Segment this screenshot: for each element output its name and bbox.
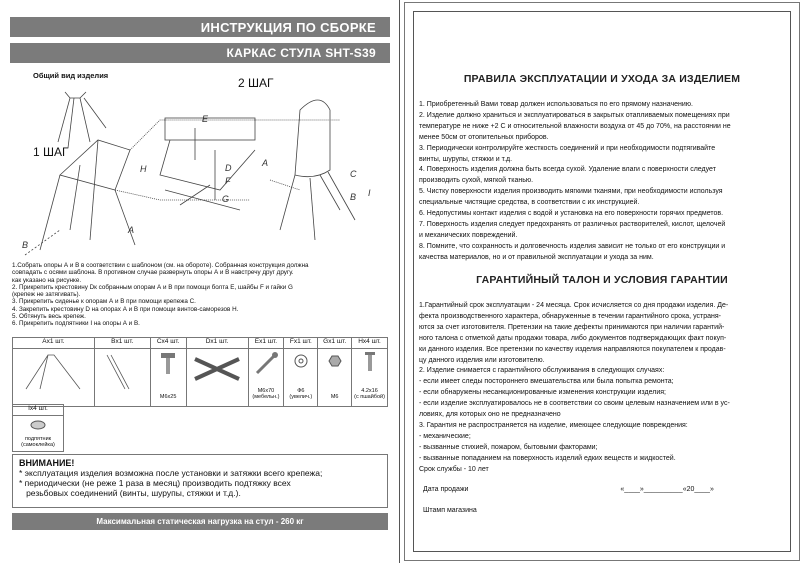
letter-a-step1: A: [128, 225, 135, 235]
rules-list: [419, 100, 793, 264]
warranty-line: Срок службы - 10 лет: [419, 465, 489, 473]
warranty-line: 2. Изделие снимается с гарантийного обслуживания в следующих случаях:: [419, 367, 665, 375]
sale-date-row: [423, 486, 783, 493]
rules-line: и механических повреждений.: [419, 231, 518, 239]
warranty-line: цу данного изделия или изготовителю.: [419, 356, 545, 364]
warranty-line: фекта производственного характера, обнаруженные в течении гарантийного срока, устраня-: [419, 312, 721, 320]
warranty-list: [419, 301, 793, 476]
warranty-line: 3. Гарантия не распространяется на изделие, имеющее следующие повреждения:: [419, 421, 688, 429]
part-caption: Ф6 (увелич.): [289, 388, 313, 400]
warranty-line: - вызванные стихией, пожаром, бытовыми факторами;: [419, 443, 598, 451]
instruction-line: (крепеж не затягивать).: [12, 291, 81, 299]
letter-e: E: [202, 114, 209, 124]
part-i-cell: [12, 404, 64, 452]
rules-line: 2. Изделие должно храниться и эксплуатироваться в закрытых отапливаемых помещениях при: [419, 111, 730, 119]
rules-line: температуре не ниже +2 С и относительной влажности воздуха от 45 до 70%, на расстоянии не: [419, 122, 731, 130]
part-caption: 4.2x16 (с пшайбой): [354, 388, 385, 400]
warning-line: резьбовых соединений (винты, шурупы, стяжки и т.д.).: [19, 488, 241, 498]
letter-c: C: [350, 169, 357, 179]
instruction-line: 6. Прикрепить подпятники I на опоры А и В.: [12, 320, 140, 328]
crossbar-d-icon: [190, 349, 244, 389]
part-label: Dx1 шт.: [186, 338, 248, 349]
part-caption: подпятник (самоклейка): [21, 436, 55, 448]
warranty-page: [404, 2, 800, 561]
part-f-cell: [284, 349, 318, 407]
bolt-e-icon: [251, 349, 281, 379]
leg-b-icon: [97, 349, 147, 393]
assembly-illustration: [10, 80, 390, 260]
part-label: Cx4 шт.: [150, 338, 186, 349]
letter-a-step2: A: [262, 158, 269, 168]
instruction-title: ИНСТРУКЦИЯ ПО СБОРКЕ: [10, 17, 390, 37]
warranty-line: - если обнаружены несанкционированные изменения конструкции изделия;: [419, 389, 666, 397]
max-load-banner: Максимальная статическая нагрузка на стул - 260 кг: [12, 513, 388, 530]
rules-line: специальные чистящие средства, в соответствии с их инструкцией.: [419, 199, 640, 207]
rules-title: ПРАВИЛА ЭКСПЛУАТАЦИИ И УХОДА ЗА ИЗДЕЛИЕМ: [463, 73, 741, 85]
letter-g: G: [222, 194, 230, 204]
warranty-line: - если изделие эксплуатировалось не в соответствии со своим целевым назначением или в ус-: [419, 400, 730, 408]
part-caption: M6: [330, 394, 339, 400]
warranty-line: - механические;: [419, 432, 471, 440]
screw-h-icon: [358, 349, 382, 377]
general-view-label: Общий вид изделия: [33, 71, 109, 80]
instruction-line: как указано на рисунке.: [12, 276, 82, 284]
rules-line: 1. Приобретенный Вами товар должен использоваться по его прямому назначению.: [419, 101, 693, 108]
letter-f: F: [225, 176, 231, 186]
part-b-cell: [94, 349, 150, 407]
warranty-line: 1.Гарантийный срок эксплуатации - 24 месяца. Срок исчисляется со дня продажи изделия. Де-: [419, 302, 729, 309]
parts-table: [12, 337, 388, 407]
product-subtitle: КАРКАС СТУЛА SHT-S39: [10, 43, 390, 63]
rules-line: 8. Помните, что сохранность и долговечность изделия зависит не только от его конструкции и: [419, 242, 726, 250]
warranty-line: - вызванные попаданием на поверхность изделий едких веществ и жидкостей.: [419, 454, 676, 462]
glide-pad-icon: [28, 418, 48, 432]
rules-line: 5. Чистку поверхности изделия производить мягкими тканями, при необходимости используя: [419, 188, 723, 196]
part-label: Ax1 шт.: [13, 338, 95, 349]
part-label: Ix4 шт.: [13, 405, 63, 416]
instruction-line: 4. Закрепить крестовину D на опорах А и В при помощи винтов-саморезов H.: [12, 305, 239, 313]
instruction-line: 1.Собрать опоры А и В в соответствии с шаблоном (см. на обороте). Собранная конструкция должна: [12, 262, 309, 269]
assembly-steps-text: [12, 262, 388, 328]
warranty-line: ки данного изделия. Все претензии по качеству изделия направляются покупателем к продав-: [419, 345, 726, 353]
warranty-line: ются за счет изготовителя. Претензии на такие дефекты принимаются при наличии гарантий-: [419, 323, 725, 331]
part-label: Fx1 шт.: [284, 338, 318, 349]
instruction-line: 5. Обтянуть весь крепеж.: [12, 313, 86, 321]
step-2-label: 2 ШАГ: [238, 76, 274, 90]
letter-i: I: [368, 188, 371, 198]
letter-h: H: [140, 164, 147, 174]
rules-line: 6. Недопустимы контакт изделия с водой и установка на его поверхности горячих предметов.: [419, 210, 724, 218]
warranty-line: ного талона с отметкой даты продажи товара, либо документов подтверждающих факт покуп-: [419, 334, 727, 342]
nut-g-icon: [323, 349, 347, 375]
part-label: Ex1 шт.: [248, 338, 284, 349]
warning-title: ВНИМАНИЕ!: [19, 458, 75, 468]
warning-box: [12, 454, 388, 508]
rules-line: 3. Периодически контролируйте жесткость соединений и при необходимости подтягивайте: [419, 144, 716, 152]
part-h-cell: [352, 349, 388, 407]
part-caption: M6x25: [159, 394, 177, 400]
part-label: Gx1 шт.: [318, 338, 352, 349]
part-label: Bx1 шт.: [94, 338, 150, 349]
store-stamp-label: Штамп магазина: [423, 507, 477, 514]
letter-b-step2: B: [350, 192, 357, 202]
rules-line: 7. Поверхность изделия следует предохранять от различных растворителей, кислот, щелочей: [419, 220, 726, 228]
part-c-cell: [150, 349, 186, 407]
instruction-line: 2. Прикрепить крестовину Dк собранным опорам А и В при помощи болта E, шайбы F и гайки G: [12, 283, 293, 291]
warranty-line: - если имеет следы постороннего вмешательства или была попытка ремонта;: [419, 378, 674, 386]
instruction-line: совпадать с осями шаблона. В противном случае развернуть опоры А и В навстречу друг другу.: [12, 269, 294, 277]
step-1-label: 1 ШАГ: [33, 145, 69, 159]
letter-b-step1: B: [22, 240, 29, 250]
part-e-cell: [248, 349, 284, 407]
warranty-line: ловиях, для которых оно не предназначено: [419, 411, 561, 419]
rules-line: 4. Поверхность изделия должна быть всегда сухой. Удаление влаги с поверхности следует: [419, 166, 716, 174]
part-g-cell: [318, 349, 352, 407]
part-a-cell: [13, 349, 95, 407]
leg-a-icon: [18, 349, 88, 393]
bolt-c-icon: [153, 349, 183, 379]
warning-line: * периодически (не реже 1 раза в месяц) производить подтяжку всех: [19, 478, 291, 488]
sale-date-label: Дата продажи: [423, 486, 469, 493]
part-d-cell: [186, 349, 248, 407]
rules-line: качества материалов, но и от правильной эксплуатации и ухода за ним.: [419, 253, 654, 261]
washer-f-icon: [289, 349, 313, 375]
warranty-title: ГАРАНТИЙНЫЙ ТАЛОН И УСЛОВИЯ ГАРАНТИИ: [476, 274, 728, 286]
part-label: Hx4 шт.: [352, 338, 388, 349]
sale-date-field[interactable]: «____»__________«20____»: [620, 486, 714, 493]
part-caption: M6x70 (мебельн.): [252, 388, 280, 400]
rules-line: винты, шурупы, стяжки и т.д.: [419, 155, 513, 163]
rules-line: менее 50см от отопительных приборов.: [419, 133, 549, 141]
rules-line: производить сухой, мягкой тканью.: [419, 177, 534, 185]
warning-line: * эксплуатация изделия возможна после установки и затяжки всего крепежа;: [19, 468, 323, 478]
instruction-line: 3. Прикрепить сиденье к опорам А и В при помощи крепежа С.: [12, 298, 196, 306]
letter-d: D: [225, 163, 232, 173]
